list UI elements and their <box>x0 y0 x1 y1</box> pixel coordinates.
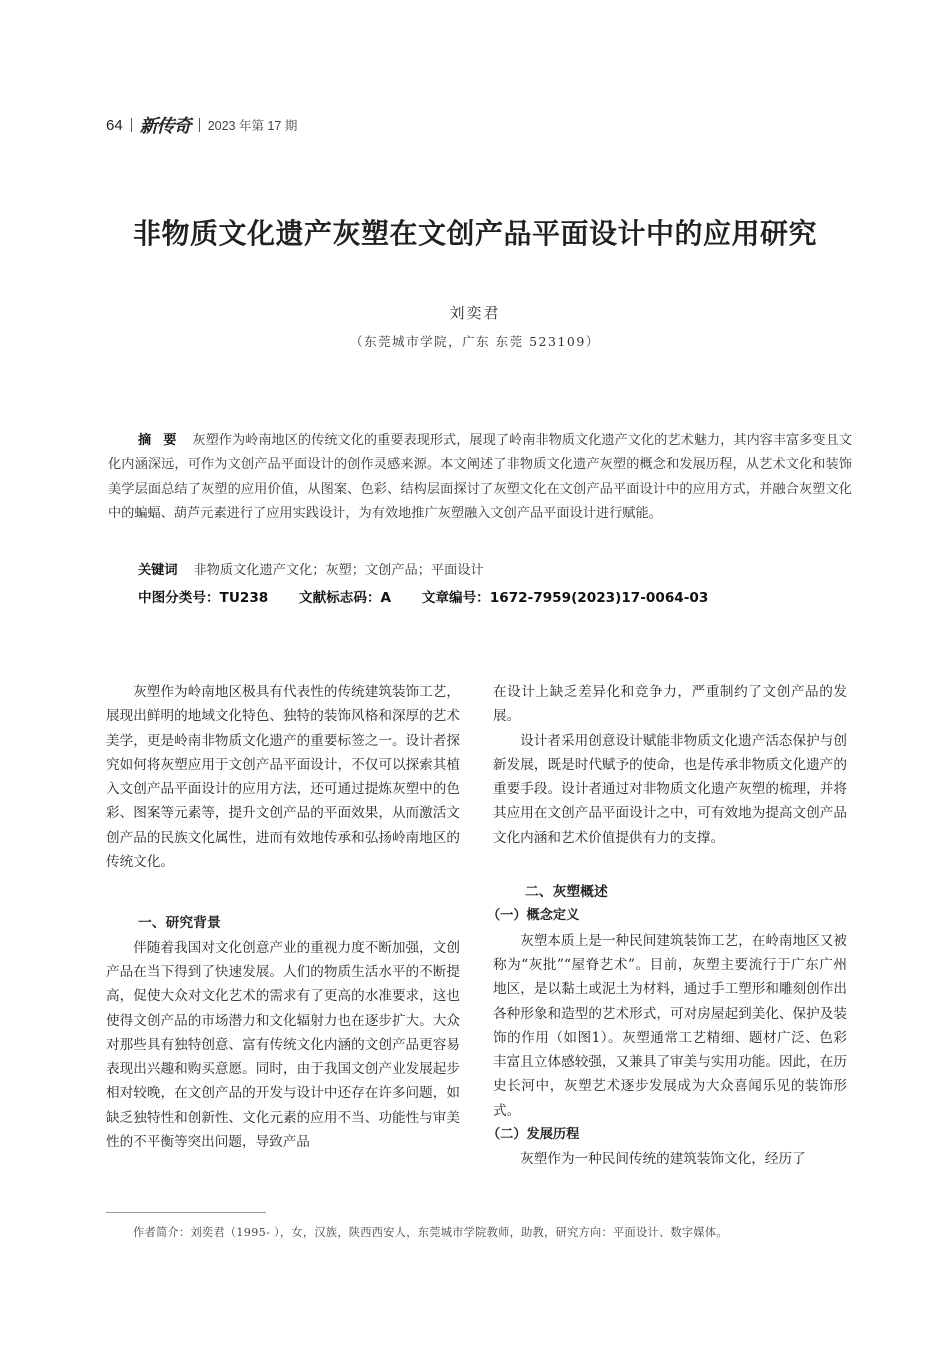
section-heading-research-background: 一、研究背景 <box>138 915 221 932</box>
classification-line <box>138 586 734 606</box>
article-title: 非物质文化遗产灰塑在文创产品平面设计中的应用研究 <box>132 217 817 250</box>
page-number: 64 <box>106 116 123 134</box>
issue-label: 2023 年第 17 期 <box>207 119 298 133</box>
author-footnote: 作者简介：刘奕君（1995- ），女，汉族，陕西西安人，东莞城市学院教师，助教，研究方向：平面设计、数字媒体。 <box>133 1226 728 1239</box>
journal-logo: 新传奇 <box>139 116 191 137</box>
header-divider <box>199 118 200 132</box>
section1-paragraph: 伴随着我国对文化创意产业的重视力度不断加强，文创产品在当下得到了快速发展。人们的物质生活水平的不断提高，促使大众对文化艺术的需求有了更高的水准要求，这也使得文创产品的市场潜力和文化辐射力也在逐步扩大。大众对那些具有独特创意、富有传统文化内涵的文创产品更容易表现出兴趣和购买意愿。同时，由于我国文创产业发展起步相对较晚，在文创产品的开发与设计中还存在许多问题，如缺乏独特性和创新性、文化元素的应用不当、功能性与审美性的不平衡等突出问题，导致产品 <box>106 939 460 1151</box>
subsection-heading-history: （二）发展历程 <box>487 1127 580 1143</box>
clc-number: 中图分类号：TU238 <box>138 590 269 606</box>
section-heading-overview: 二、灰塑概述 <box>525 884 608 901</box>
paragraph-creative-design: 设计者采用创意设计赋能非物质文化遗产活态保护与创新发展，既是时代赋予的使命，也是传承非物质文化遗产的重要手段。设计者通过对非物质文化遗产灰塑的梳理，并将其应用在文创产品平面设计之中，可有效地为提高文创产品文化内涵和艺术价值提供有力的支撑。 <box>493 732 847 846</box>
article-number: 文章编号：1672-7959(2023)17-0064-03 <box>421 590 709 606</box>
author-name: 刘奕君 <box>449 304 501 322</box>
author-affiliation: （东莞城市学院，广东 东莞 523109） <box>350 334 600 349</box>
subsection-heading-definition: （一）概念定义 <box>487 908 580 924</box>
keywords-text: 非物质文化遗产文化；灰塑；文创产品；平面设计 <box>193 563 484 578</box>
abstract <box>108 429 852 526</box>
document-code: 文献标志码：A <box>298 590 392 606</box>
abstract-text: 灰塑作为岭南地区的传统文化的重要表现形式，展现了岭南非物质文化遗产文化的艺术魅力，其内容丰富多变且文化内涵深远，可作为文创产品平面设计的创作灵感来源。本文阐述了非物质文化遗产灰塑的概念和发展历程，从艺术文化和装饰美学层面总结了灰塑的应用价值，从图案、色彩、结构层面探讨了灰塑文化在文创产品平面设计中的应用方式，并融合灰塑文化中的蝙蝠、葫芦元素进行了应用实践设计，为有效地推广灰塑融入文创产品平面设计进行赋能。 <box>108 433 853 521</box>
definition-paragraph: 灰塑本质上是一种民间建筑装饰工艺，在岭南地区又被称为“灰批”“屋脊艺术”。目前，灰塑主要流行于广东广州地区，是以黏土或泥土为材料，通过手工塑形和雕刻创作出各种形象和造型的艺术形式，可对房屋起到美化、保护及装饰的作用（如图1）。灰塑通常工艺精细、题材广泛、色彩丰富且立体感较强，又兼具了审美与实用功能。因此，在历史长河中，灰塑艺术逐步发展成为大众喜闻乐见的装饰形式。 <box>493 932 847 1119</box>
body-column-left <box>106 680 460 1154</box>
intro-paragraph: 灰塑作为岭南地区极具有代表性的传统建筑装饰工艺，展现出鲜明的地域文化特色、独特的装饰风格和深厚的艺术美学，更是岭南非物质文化遗产的重要标签之一。设计者探究如何将灰塑应用于文创产品平面设计，不仅可以探索其植入文创产品平面设计的应用方法，还可通过提炼灰塑中的色彩、图案等元素等，提升文创产品的平面效果，从而激活文创产品的民族文化属性，进而有效地传承和弘扬岭南地区的传统文化。 <box>106 684 460 871</box>
header-divider <box>131 118 132 132</box>
abstract-label: 摘要 <box>138 433 189 448</box>
history-paragraph: 灰塑作为一种民间传统的建筑装饰文化，经历了 <box>520 1151 806 1168</box>
running-header <box>106 114 297 136</box>
keywords-label: 关键词 <box>138 563 178 578</box>
continued-paragraph: 在设计上缺乏差异化和竞争力，严重制约了文创产品的发展。 <box>493 684 847 725</box>
keywords-line <box>138 559 484 578</box>
body-column-right <box>487 680 847 1172</box>
footnote-rule <box>106 1212 266 1213</box>
